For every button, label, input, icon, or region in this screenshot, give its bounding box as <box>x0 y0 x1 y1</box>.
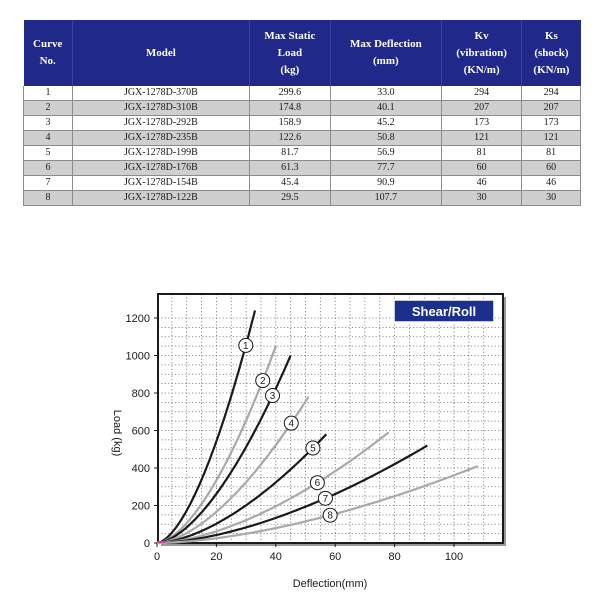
cell-model: JGX-1278D-235B <box>72 131 249 146</box>
curve-marker-label: 4 <box>288 418 295 430</box>
cell-kv: 46 <box>441 176 522 191</box>
cell-kv: 81 <box>441 146 522 161</box>
cell-max-static-load: 29.5 <box>249 191 330 206</box>
cell-max-static-load: 122.6 <box>249 131 330 146</box>
curve-marker-label: 1 <box>243 340 249 352</box>
cell-curve-no: 8 <box>24 191 73 206</box>
x-tick-label: 0 <box>153 551 161 563</box>
y-tick-label: 600 <box>131 425 150 438</box>
curve-marker-label: 2 <box>259 376 266 388</box>
cell-curve-no: 7 <box>24 176 73 191</box>
cell-curve-no: 6 <box>24 161 73 176</box>
cell-model: JGX-1278D-122B <box>72 191 249 206</box>
curve-marker-label: 6 <box>314 478 321 490</box>
cell-max-deflection: 77.7 <box>330 161 441 176</box>
cell-curve-no: 3 <box>24 116 73 131</box>
y-axis-label: Load (kg) <box>111 409 123 457</box>
curve-marker-7 <box>318 491 332 505</box>
x-tick-label: 100 <box>444 551 464 563</box>
x-tick-label: 60 <box>329 551 342 563</box>
y-tick-label: 1000 <box>125 350 150 363</box>
cell-max-deflection: 56.9 <box>330 146 441 161</box>
cell-ks: 60 <box>522 161 581 176</box>
cell-curve-no: 1 <box>24 86 73 101</box>
y-tick-label: 400 <box>131 463 150 475</box>
cell-ks: 46 <box>522 176 581 191</box>
cell-max-deflection: 107.7 <box>330 191 441 206</box>
cell-model: JGX-1278D-310B <box>72 101 249 116</box>
cell-model: JGX-1278D-292B <box>72 116 249 131</box>
cell-max-static-load: 61.3 <box>249 161 330 176</box>
cell-max-deflection: 33.0 <box>330 86 441 101</box>
cell-ks: 173 <box>522 116 581 131</box>
y-tick-label: 1200 <box>125 313 150 325</box>
cell-model: JGX-1278D-176B <box>72 161 249 176</box>
curve-marker-5 <box>306 441 320 455</box>
cell-curve-no: 2 <box>24 101 73 116</box>
header-max-static-load: Max Static Load (kg) <box>249 20 330 86</box>
curve-marker-4 <box>284 416 298 430</box>
x-tick-label: 40 <box>269 551 282 563</box>
header-ks: Ks (shock) (KN/m) <box>522 20 581 86</box>
header-max-deflection: Max Deflection (mm) <box>330 20 441 86</box>
header-curve-no: Curve No. <box>24 20 73 86</box>
cell-max-static-load: 81.7 <box>249 146 330 161</box>
curve-marker-2 <box>256 374 270 388</box>
cell-curve-no: 5 <box>24 146 73 161</box>
cell-max-deflection: 50.8 <box>330 131 441 146</box>
y-tick-label: 0 <box>143 538 150 550</box>
cell-ks: 207 <box>522 101 581 116</box>
cell-kv: 30 <box>441 191 522 206</box>
y-tick-label: 800 <box>131 388 150 400</box>
cell-kv: 173 <box>441 116 522 131</box>
cell-model: JGX-1278D-199B <box>72 146 249 161</box>
cell-max-deflection: 40.1 <box>330 101 441 116</box>
cell-kv: 207 <box>441 101 522 116</box>
x-tick-label: 20 <box>210 551 223 563</box>
header-model: Model <box>72 20 249 86</box>
curve-marker-8 <box>323 508 337 522</box>
cell-max-static-load: 45.4 <box>249 176 330 191</box>
cell-ks: 294 <box>522 86 581 101</box>
cell-kv: 121 <box>441 131 522 146</box>
chart-title: Shear/Roll <box>411 304 477 319</box>
curve-marker-3 <box>266 389 280 403</box>
cell-model: JGX-1278D-154B <box>72 176 249 191</box>
curve-marker-label: 3 <box>269 391 276 403</box>
curve-marker-1 <box>239 338 253 352</box>
curve-marker-label: 7 <box>322 493 329 505</box>
cell-ks: 81 <box>522 146 581 161</box>
curve-marker-label: 5 <box>310 443 316 455</box>
cell-max-deflection: 45.2 <box>330 116 441 131</box>
cell-max-static-load: 299.6 <box>249 86 330 101</box>
x-axis-label: Deflection(mm) <box>292 578 368 590</box>
cell-max-static-load: 158.9 <box>249 116 330 131</box>
cell-ks: 121 <box>522 131 581 146</box>
cell-kv: 60 <box>441 161 522 176</box>
cell-max-deflection: 90.9 <box>330 176 441 191</box>
cell-max-static-load: 174.8 <box>249 101 330 116</box>
cell-curve-no: 4 <box>24 131 73 146</box>
x-tick-label: 80 <box>388 551 401 563</box>
cell-ks: 30 <box>522 191 581 206</box>
cell-kv: 294 <box>441 86 522 101</box>
curve-marker-label: 8 <box>327 510 333 522</box>
y-tick-label: 200 <box>131 500 150 513</box>
header-kv: Kv (vibration) (KN/m) <box>441 20 522 86</box>
cell-model: JGX-1278D-370B <box>72 86 249 101</box>
curve-marker-6 <box>310 476 324 490</box>
